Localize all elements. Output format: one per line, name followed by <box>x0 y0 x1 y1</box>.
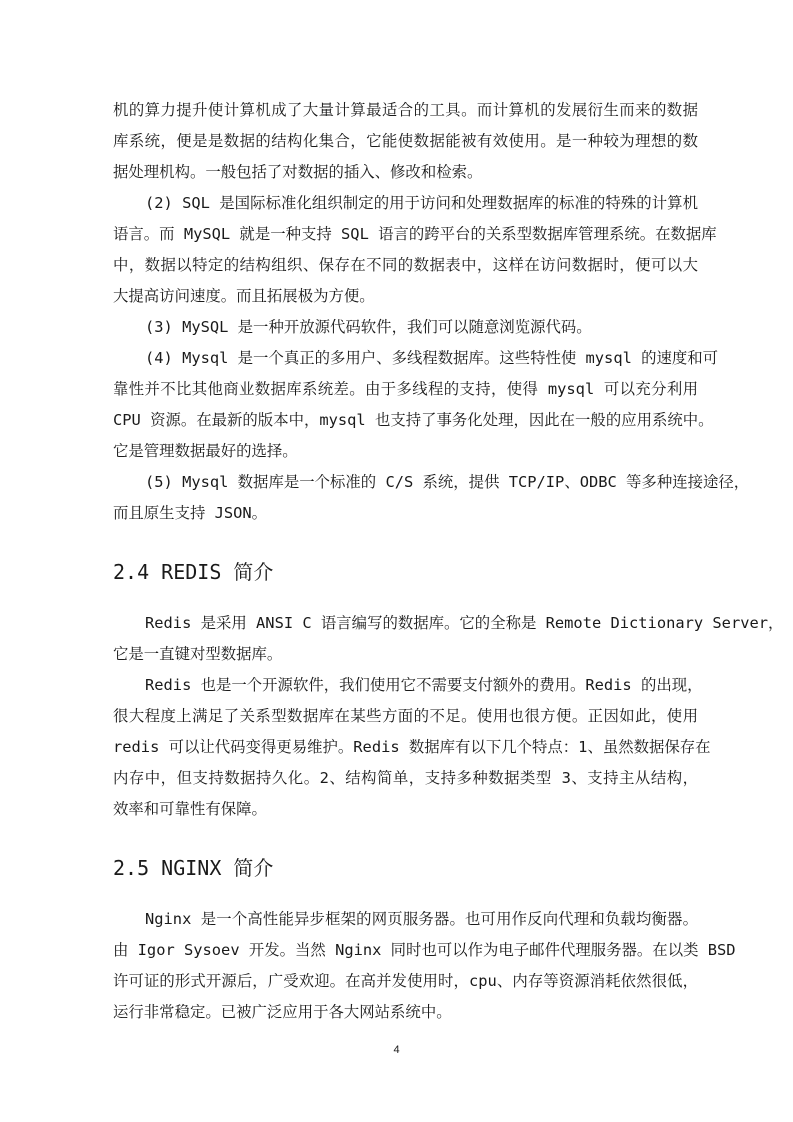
paragraph-line: Redis 也是一个开源软件，我们使用它不需要支付额外的费用。Redis 的出现， <box>145 676 703 694</box>
section-heading: 2.5 NGINX 简介 <box>113 856 274 880</box>
paragraph-line: redis 可以让代码变得更易维护。Redis 数据库有以下几个特点：1、虽然数据保存在 <box>113 738 711 756</box>
paragraph-line: 由 Igor Sysoev 开发。当然 Nginx 同时也可以作为电子邮件代理服务器。在以类 BSD <box>113 941 736 959</box>
paragraph-line: (5) Mysql 数据库是一个标准的 C/S 系统，提供 TCP/IP、ODBC 等多种连接途径， <box>145 473 750 491</box>
page-number: 4 <box>393 1044 400 1056</box>
paragraph-line: 靠性并不比其他商业数据库系统差。由于多线程的支持，使得 mysql 可以充分利用 <box>113 380 698 398</box>
paragraph-line: 它是一直键对型数据库。 <box>113 645 283 663</box>
paragraph-line: 它是管理数据最好的选择。 <box>113 442 298 460</box>
paragraph-line: 许可证的形式开源后，广受欢迎。在高并发使用时，cpu、内存等资源消耗依然很低， <box>113 972 698 990</box>
paragraph-line: (2) SQL 是国际标准化组织制定的用于访问和处理数据库的标准的特殊的计算机 <box>145 194 698 212</box>
paragraph-line: 中，数据以特定的结构组织、保存在不同的数据表中，这样在访问数据时，便可以大 <box>113 256 698 274</box>
paragraph-line: 而且原生支持 JSON。 <box>113 504 268 522</box>
paragraph-line: 据处理机构。一般包括了对数据的插入、修改和检索。 <box>113 163 483 181</box>
paragraph-line: Nginx 是一个高性能异步框架的网页服务器。也可用作反向代理和负载均衡器。 <box>145 910 698 928</box>
paragraph-line: 大提高访问速度。而且拓展极为方便。 <box>113 287 375 305</box>
paragraph-line: (3) MySQL 是一种开放源代码软件，我们可以随意浏览源代码。 <box>145 318 592 336</box>
paragraph-line: (4) Mysql 是一个真正的多用户、多线程数据库。这些特性使 mysql 的速度和可 <box>145 349 719 367</box>
paragraph-line: 运行非常稳定。已被广泛应用于各大网站系统中。 <box>113 1003 452 1021</box>
paragraph-line: 库系统，便是是数据的结构化集合，它能使数据能被有效使用。是一种较为理想的数 <box>113 132 698 150</box>
paragraph-line: 机的算力提升使计算机成了大量计算最适合的工具。而计算机的发展衍生而来的数据 <box>113 101 698 119</box>
paragraph-line: 效率和可靠性有保障。 <box>113 800 267 818</box>
paragraph-line: Redis 是采用 ANSI C 语言编写的数据库。它的全称是 Remote Dictionary Server， <box>145 614 784 632</box>
paragraph-line: 内存中，但支持数据持久化。2、结构简单，支持多种数据类型 3、支持主从结构， <box>113 769 698 787</box>
paragraph-line: CPU 资源。在最新的版本中，mysql 也支持了事务化处理，因此在一般的应用系统中。 <box>113 411 714 429</box>
paragraph-line: 语言。而 MySQL 就是一种支持 SQL 语言的跨平台的关系型数据库管理系统。在数据库 <box>113 225 717 243</box>
paragraph-line: 很大程度上满足了关系型数据库在某些方面的不足。使用也很方便。正因如此，使用 <box>113 707 698 725</box>
section-heading: 2.4 REDIS 简介 <box>113 560 274 584</box>
